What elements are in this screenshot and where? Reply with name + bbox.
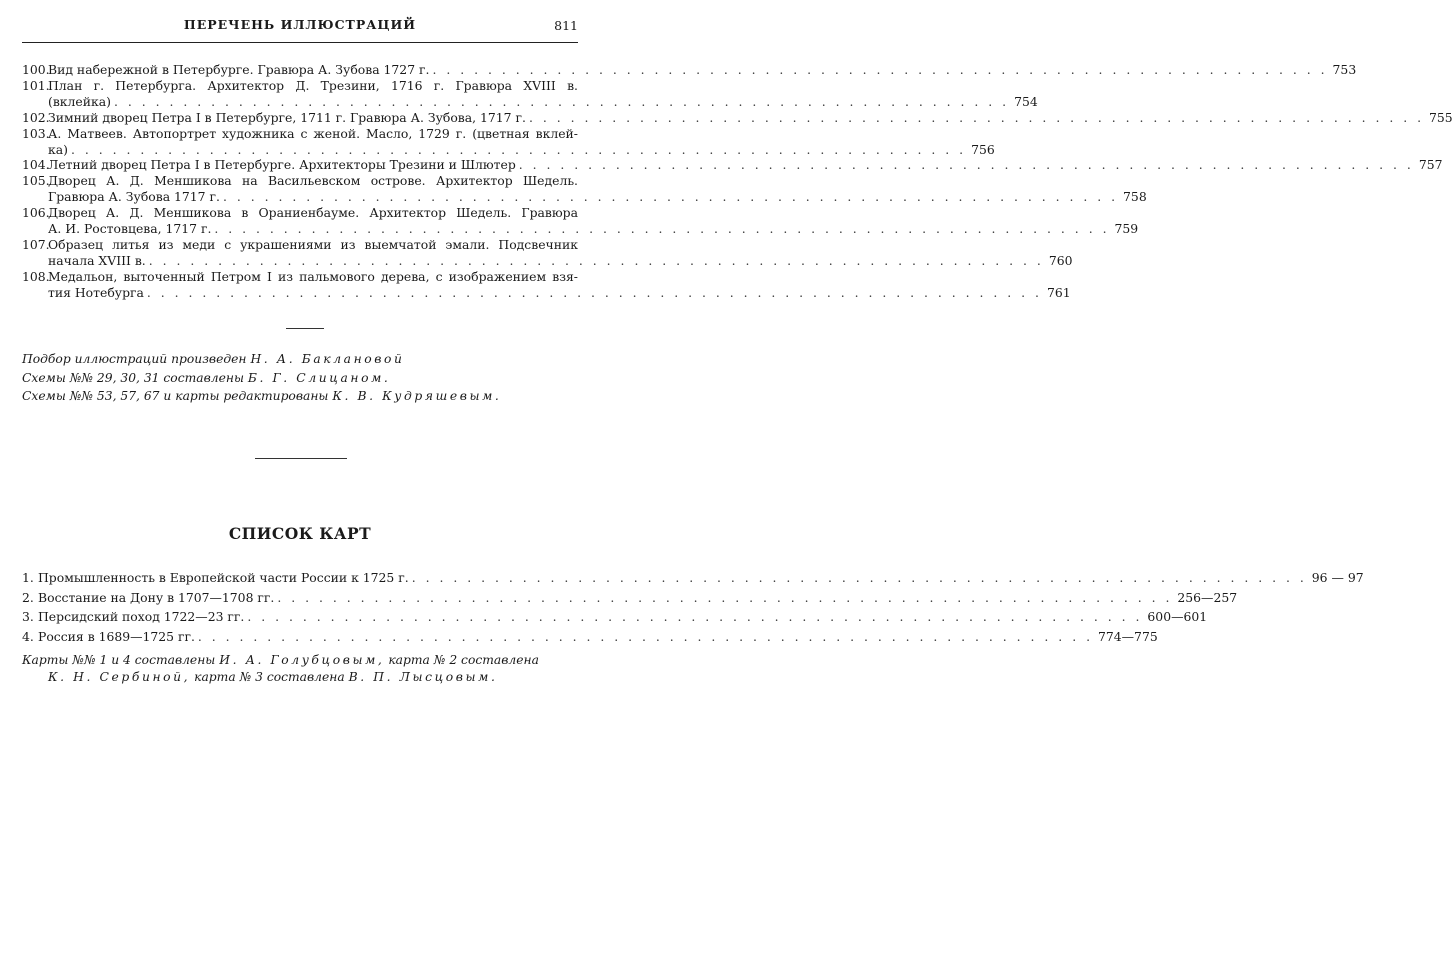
entry-page: 753 — [1332, 62, 1357, 77]
entry-line — [22, 237, 578, 253]
entry-page: 754 — [1014, 93, 1038, 109]
illustration-entry — [22, 62, 1357, 78]
entry-text: А. И. Ростовцева, 1717 г. — [48, 221, 212, 237]
entry-number: 104. — [22, 157, 50, 173]
entry-line — [22, 109, 1453, 126]
entry-page: 756 — [971, 141, 995, 157]
entry-line — [22, 126, 578, 142]
illustration-entry — [22, 157, 1443, 173]
entry-text: ка) — [48, 141, 68, 157]
entry-text: Гравюра А. Зубова 1717 г. — [48, 189, 220, 205]
entry-text: тия Нотебурга — [48, 284, 144, 300]
separator-short — [286, 328, 324, 329]
separator-long — [255, 458, 347, 459]
entry-number: 1. — [22, 570, 34, 585]
illustration-entry — [22, 236, 1073, 269]
map-entry — [22, 568, 1364, 588]
entry-line — [22, 252, 1073, 269]
entry-text: Персидский поход 1722—23 гг. — [38, 609, 245, 624]
running-title: ПЕРЕЧЕНЬ ИЛЛЮСТРАЦИЙ — [183, 17, 417, 32]
entry-page: 761 — [1046, 284, 1071, 300]
entry-line — [22, 269, 578, 285]
illustrations-list — [22, 62, 1453, 301]
entry-page: 600—601 — [1147, 609, 1208, 624]
entry-line — [22, 588, 1238, 608]
dot-leader: . . . . . . . . . . . . . . . . . . . . . . . . . . . . . . . . . . . . . . . . . . . . . . . . . . . . . . . . . . . . . . . . . — [277, 589, 1173, 605]
entry-text: Промышленность в Европейской части России к 1725 г. — [38, 570, 409, 585]
illustration-entry — [22, 77, 1038, 110]
entry-page: 757 — [1418, 157, 1443, 173]
dot-leader: . . . . . . . . . . . . . . . . . . . . . . . . . . . . . . . . . . . . . . . . . . . . . . . . . . . . . . . . . . . . . . . . . — [528, 109, 1425, 125]
entry-text: Дворец А. Д. Меншикова в Ораниенбауме. Архитектор Шедель. Гравюра — [48, 205, 578, 221]
dot-leader: . . . . . . . . . . . . . . . . . . . . . . . . . . . . . . . . . . . . . . . . . . . . . . . . . . . . . . . . . . . . . . . . . — [411, 570, 1307, 585]
entry-line — [22, 157, 1443, 173]
entry-text: начала XVIII в. — [48, 252, 146, 268]
credit-line: Схемы №№ 53, 57, 67 и карты редактированы К. В. Кудряшевым. — [22, 389, 502, 403]
dot-leader: . . . . . . . . . . . . . . . . . . . . . . . . . . . . . . . . . . . . . . . . . . . . . . . . . . . . . . . . . . . . . . . . . — [247, 609, 1143, 624]
illustration-entry — [22, 268, 1071, 301]
entry-page: 759 — [1114, 221, 1139, 237]
maps-list — [22, 568, 1364, 646]
dot-leader: . . . . . . . . . . . . . . . . . . . . . . . . . . . . . . . . . . . . . . . . . . . . . . . . . . . . . . . . . . . . . . . . . — [432, 62, 1328, 77]
entry-number: 106. — [22, 205, 50, 221]
entry-line — [22, 78, 578, 94]
entry-page: 760 — [1048, 252, 1073, 268]
credit-line: К. Н. Сербиной, карта № 3 составлена В. П. Лысцовым. — [48, 670, 498, 684]
entry-number: 103. — [22, 125, 50, 141]
dot-leader: . . . . . . . . . . . . . . . . . . . . . . . . . . . . . . . . . . . . . . . . . . . . . . . . . . . . . . . . . . . . . . . . . — [113, 93, 1010, 109]
map-entry — [22, 607, 1208, 627]
entry-number: 2. — [22, 589, 34, 605]
entry-line — [22, 62, 1357, 78]
entry-number: 105. — [22, 173, 50, 189]
credit-name: К. В. Кудряшевым. — [332, 389, 502, 403]
entry-text: Образец литья из меди с украшениями из выемчатой эмали. Подсвечник — [48, 236, 578, 252]
entry-line — [22, 568, 1364, 588]
dot-leader: . . . . . . . . . . . . . . . . . . . . . . . . . . . . . . . . . . . . . . . . . . . . . . . . . . . . . . . . . . . . . . . . . — [197, 628, 1094, 644]
entry-line — [22, 189, 1147, 205]
entry-number: 3. — [22, 609, 34, 624]
entry-line — [22, 627, 1158, 647]
illustration-entry — [22, 205, 1139, 237]
credit-name: Н. А. Баклановой — [250, 352, 405, 366]
dot-leader: . . . . . . . . . . . . . . . . . . . . . . . . . . . . . . . . . . . . . . . . . . . . . . . . . . . . . . . . . . . . . . . . . — [518, 157, 1414, 173]
entry-text: Зимний дворец Петра I в Петербурге, 1711 г. Гравюра А. Зубова, 1717 г. — [48, 109, 526, 125]
entry-text: Вид набережной в Петербурге. Гравюра А. Зубова 1727 г. — [48, 62, 430, 77]
entry-line — [22, 141, 995, 158]
entry-page: 758 — [1123, 189, 1147, 205]
credit-name: И. А. Голубцовым, — [219, 653, 385, 667]
entry-text: (вклейка) — [48, 93, 111, 109]
entry-number: 102. — [22, 109, 50, 125]
entry-text: План г. Петербурга. Архитектор Д. Трезини, 1716 г. Гравюра XVIII в. — [48, 77, 578, 93]
map-entry — [22, 588, 1238, 608]
entry-text: Летний дворец Петра I в Петербурге. Архитекторы Трезини и Шлютер — [48, 157, 516, 173]
entry-page: 774—775 — [1098, 628, 1158, 644]
entry-line — [22, 221, 1139, 237]
dot-leader: . . . . . . . . . . . . . . . . . . . . . . . . . . . . . . . . . . . . . . . . . . . . . . . . . . . . . . . . . . . . . . . . . — [70, 141, 967, 157]
entry-line — [22, 173, 578, 189]
entry-text: Медальон, выточенный Петром I из пальмового дерева, с изображением взя- — [48, 268, 578, 284]
credit-line: Подбор иллюстраций произведен Н. А. Баклановой — [22, 352, 405, 366]
credit-line: Карты №№ 1 и 4 составлены И. А. Голубцовым, карта № 2 составлена — [22, 653, 539, 667]
map-entry — [22, 627, 1158, 647]
entry-text: А. Матвеев. Автопортрет художника с женой. Масло, 1729 г. (цветная вклей- — [48, 125, 578, 141]
entry-text: Дворец А. Д. Меншикова на Васильевском острове. Архитектор Шедель. — [48, 173, 578, 189]
page-number: 811 — [554, 18, 578, 33]
illustration-entry — [22, 109, 1453, 126]
credit-line: Схемы №№ 29, 30, 31 составлены Б. Г. Слицаном. — [22, 370, 391, 385]
entry-number: 100. — [22, 62, 50, 77]
maps-section-title: СПИСОК КАРТ — [228, 524, 372, 543]
page-header — [22, 10, 578, 43]
credit-name: Б. Г. Слицаном. — [247, 370, 391, 385]
illustration-credits — [22, 350, 578, 406]
entry-line — [22, 205, 578, 221]
illustration-entry — [22, 173, 1147, 205]
dot-leader: . . . . . . . . . . . . . . . . . . . . . . . . . . . . . . . . . . . . . . . . . . . . . . . . . . . . . . . . . . . . . . . . . — [146, 284, 1042, 300]
credit-name: К. Н. Сербиной, — [48, 670, 191, 684]
entry-page: 256—257 — [1177, 589, 1238, 605]
entry-text: Восстание на Дону в 1707—1708 гг. — [38, 589, 275, 605]
dot-leader: . . . . . . . . . . . . . . . . . . . . . . . . . . . . . . . . . . . . . . . . . . . . . . . . . . . . . . . . . . . . . . . . . — [148, 252, 1044, 268]
entry-line — [22, 607, 1208, 627]
dot-leader: . . . . . . . . . . . . . . . . . . . . . . . . . . . . . . . . . . . . . . . . . . . . . . . . . . . . . . . . . . . . . . . . . — [214, 221, 1110, 237]
entry-number: 4. — [22, 628, 34, 644]
entry-text: Россия в 1689—1725 гг. — [38, 628, 195, 644]
dot-leader: . . . . . . . . . . . . . . . . . . . . . . . . . . . . . . . . . . . . . . . . . . . . . . . . . . . . . . . . . . . . . . . . . — [222, 189, 1119, 205]
entry-page: 96 — 97 — [1311, 570, 1364, 585]
maps-credits — [22, 652, 578, 686]
entry-number: 101. — [22, 77, 50, 93]
entry-line — [22, 284, 1071, 301]
entry-number: 107. — [22, 236, 50, 252]
illustration-entry — [22, 125, 995, 158]
entry-page: 755 — [1429, 109, 1453, 125]
entry-number: 108. — [22, 268, 50, 284]
entry-line — [22, 93, 1038, 110]
credit-name: В. П. Лысцовым. — [348, 670, 498, 684]
